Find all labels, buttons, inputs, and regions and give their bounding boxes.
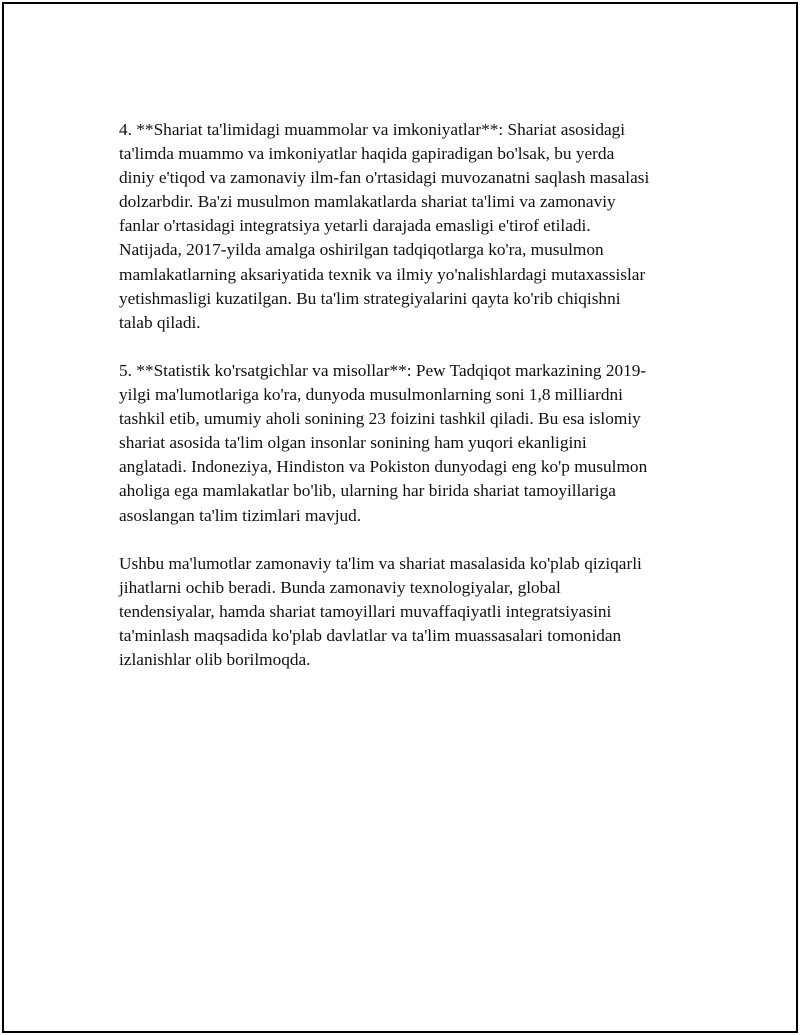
paragraph-challenges: 4. **Shariat ta'limidagi muammolar va imkoniyatlar**: Shariat asosidagi ta'limda muammo va imkoniyatlar haqida gapiradigan bo'lsak, bu yerda diniy e'tiqod va zamonaviy ilm-fan o'rtasidagi muvozanatni saqlash masalasi dolzarbdir. Ba'zi musulmon mamlakatlarda shariat ta'limi va zamonaviy fanlar o'rtasidagi integratsiya yetarli darajada emasligi e'tirof etiladi. Natijada, 2017-yilda amalga oshirilgan tadqiqotlarga ko'ra, musulmon mamlakatlarning aksariyatida texnik va ilmiy yo'nalishlardagi mutaxassislar yetishmasligi kuzatilgan. Bu ta'lim strategiyalarini qayta ko'rib chiqishni talab qiladi. xyxy=(119,120,650,332)
document-page xyxy=(2,2,798,1033)
paragraph-statistics: 5. **Statistik ko'rsatgichlar va misollar**: Pew Tadqiqot markazining 2019- yilgi ma'lumotlariga ko'ra, dunyoda musulmonlarning soni 1,8 milliardni tashkil etib, umumiy aholi sonining 23 foizini tashkil qiladi. Bu esa islomiy shariat asosida ta'lim olgan insonlar sonining ham yuqori ekanligini anglatadi. Indoneziya, Hindiston va Pokiston dunyodagi eng ko'p musulmon aholiga ega mamlakatlar bo'lib, ularning har birida shariat tamoyillariga asoslangan ta'lim tizimlari mavjud. xyxy=(119,360,648,525)
paragraph-conclusion: Ushbu ma'lumotlar zamonaviy ta'lim va shariat masalasida ko'plab qiziqarli jihatlarni ochib beradi. Bunda zamonaviy texnologiyalar, global tendensiyalar, hamda shariat tamoyillari muvaffaqiyatli integratsiyasini ta'minlash maqsadida ko'plab davlatlar va ta'lim muassasalari tomonidan izlanishlar olib borilmoqda. xyxy=(119,553,642,670)
document-body xyxy=(119,118,694,696)
